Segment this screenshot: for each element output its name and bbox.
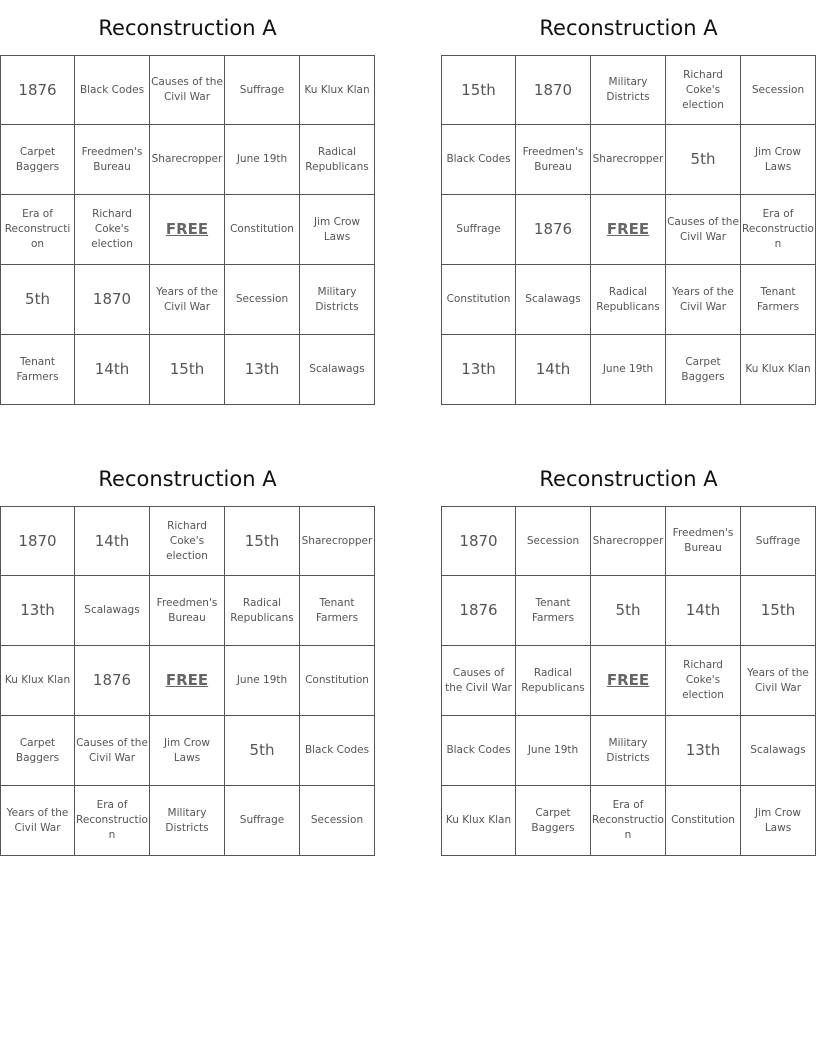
bingo-cell: 13th xyxy=(666,716,741,786)
bingo-cell: Secession xyxy=(225,265,300,335)
bingo-cell: Sharecropper xyxy=(591,125,666,195)
bingo-cell: Tenant Farmers xyxy=(300,576,375,646)
bingo-cell: June 19th xyxy=(225,125,300,195)
bingo-cell: Jim Crow Laws xyxy=(741,125,816,195)
bingo-cell: 5th xyxy=(666,125,741,195)
bingo-cell: Suffrage xyxy=(225,55,300,125)
bingo-cell: 1870 xyxy=(516,55,591,125)
free-space-cell: FREE xyxy=(150,195,225,265)
bingo-cell: Carpet Baggers xyxy=(516,786,591,856)
bingo-cell: Jim Crow Laws xyxy=(300,195,375,265)
bingo-cell: 1876 xyxy=(0,55,75,125)
bingo-grid xyxy=(441,55,816,405)
bingo-cell: Jim Crow Laws xyxy=(150,716,225,786)
bingo-cell: 13th xyxy=(225,335,300,405)
bingo-cell: Constitution xyxy=(441,265,516,335)
bingo-cell: 1870 xyxy=(75,265,150,335)
bingo-cell: 13th xyxy=(441,335,516,405)
bingo-cell: Years of the Civil War xyxy=(666,265,741,335)
bingo-cell: Freedmen's Bureau xyxy=(666,506,741,576)
bingo-cell: 14th xyxy=(75,335,150,405)
free-space-cell: FREE xyxy=(591,195,666,265)
bingo-card-1 xyxy=(0,0,375,405)
bingo-cell: Secession xyxy=(516,506,591,576)
bingo-cell: Era of Reconstruction xyxy=(75,786,150,856)
bingo-cell: 15th xyxy=(741,576,816,646)
bingo-cell: Radical Republicans xyxy=(300,125,375,195)
bingo-cell: 1876 xyxy=(516,195,591,265)
bingo-cell: Radical Republicans xyxy=(591,265,666,335)
bingo-cell: Richard Coke's election xyxy=(75,195,150,265)
bingo-grid xyxy=(441,506,816,856)
bingo-cell: Military Districts xyxy=(300,265,375,335)
bingo-cell: 5th xyxy=(225,716,300,786)
bingo-cell: Richard Coke's election xyxy=(666,55,741,125)
card-title: Reconstruction A xyxy=(539,16,718,40)
bingo-cell: Carpet Baggers xyxy=(0,716,75,786)
bingo-cell: Ku Klux Klan xyxy=(300,55,375,125)
bingo-cell: 14th xyxy=(75,506,150,576)
bingo-grid xyxy=(0,55,375,405)
bingo-cell: 5th xyxy=(0,265,75,335)
bingo-cell: 1876 xyxy=(75,646,150,716)
bingo-cell: Causes of the Civil War xyxy=(150,55,225,125)
bingo-cell: 15th xyxy=(150,335,225,405)
bingo-cell: Black Codes xyxy=(441,716,516,786)
bingo-cell: June 19th xyxy=(516,716,591,786)
bingo-cell: Constitution xyxy=(300,646,375,716)
bingo-card-2 xyxy=(441,0,816,405)
bingo-cell: Richard Coke's election xyxy=(150,506,225,576)
bingo-cell: Radical Republicans xyxy=(225,576,300,646)
free-space-cell: FREE xyxy=(591,646,666,716)
bingo-cell: Sharecropper xyxy=(300,506,375,576)
bingo-cell: Scalawags xyxy=(741,716,816,786)
bingo-cell: 15th xyxy=(441,55,516,125)
bingo-cell: Years of the Civil War xyxy=(0,786,75,856)
bingo-cell: Black Codes xyxy=(75,55,150,125)
bingo-cell: Secession xyxy=(741,55,816,125)
card-title: Reconstruction A xyxy=(98,467,277,491)
bingo-cell: Black Codes xyxy=(300,716,375,786)
bingo-cell: 14th xyxy=(666,576,741,646)
bingo-cell: 14th xyxy=(516,335,591,405)
bingo-cell: Sharecropper xyxy=(591,506,666,576)
bingo-cell: Freedmen's Bureau xyxy=(516,125,591,195)
bingo-cell: Era of Reconstruction xyxy=(591,786,666,856)
bingo-cell: Scalawags xyxy=(300,335,375,405)
bingo-cell: Era of Reconstruction xyxy=(741,195,816,265)
bingo-card-4 xyxy=(441,451,816,856)
bingo-cell: 1876 xyxy=(441,576,516,646)
bingo-cell: Causes of the Civil War xyxy=(666,195,741,265)
free-space-cell: FREE xyxy=(150,646,225,716)
bingo-cell: 13th xyxy=(0,576,75,646)
bingo-cell: Ku Klux Klan xyxy=(741,335,816,405)
bingo-cell: Suffrage xyxy=(225,786,300,856)
bingo-cell: Ku Klux Klan xyxy=(441,786,516,856)
bingo-cell: Constitution xyxy=(666,786,741,856)
bingo-cell: Suffrage xyxy=(741,506,816,576)
bingo-cell: Ku Klux Klan xyxy=(0,646,75,716)
bingo-cell: Secession xyxy=(300,786,375,856)
bingo-cell: Radical Republicans xyxy=(516,646,591,716)
bingo-cell: June 19th xyxy=(225,646,300,716)
bingo-cell: Richard Coke's election xyxy=(666,646,741,716)
card-title: Reconstruction A xyxy=(98,16,277,40)
bingo-cell: Years of the Civil War xyxy=(741,646,816,716)
bingo-cell: Causes of the Civil War xyxy=(75,716,150,786)
bingo-cell: Freedmen's Bureau xyxy=(150,576,225,646)
bingo-cell: Tenant Farmers xyxy=(0,335,75,405)
bingo-cell: Military Districts xyxy=(591,55,666,125)
bingo-cell: Sharecropper xyxy=(150,125,225,195)
bingo-cell: 1870 xyxy=(441,506,516,576)
bingo-cell: 5th xyxy=(591,576,666,646)
bingo-cell: Jim Crow Laws xyxy=(741,786,816,856)
bingo-cell: Scalawags xyxy=(516,265,591,335)
bingo-cell: Black Codes xyxy=(441,125,516,195)
bingo-cell: 15th xyxy=(225,506,300,576)
bingo-cell: Causes of the Civil War xyxy=(441,646,516,716)
bingo-cell: Freedmen's Bureau xyxy=(75,125,150,195)
bingo-cell: 1870 xyxy=(0,506,75,576)
bingo-cell: Tenant Farmers xyxy=(741,265,816,335)
bingo-cell: Tenant Farmers xyxy=(516,576,591,646)
bingo-cell: Carpet Baggers xyxy=(666,335,741,405)
bingo-cell: Suffrage xyxy=(441,195,516,265)
bingo-cell: June 19th xyxy=(591,335,666,405)
bingo-card-3 xyxy=(0,451,375,856)
bingo-grid xyxy=(0,506,375,856)
card-title: Reconstruction A xyxy=(539,467,718,491)
bingo-cell: Military Districts xyxy=(150,786,225,856)
bingo-cell: Carpet Baggers xyxy=(0,125,75,195)
bingo-cell: Era of Reconstruction xyxy=(0,195,75,265)
bingo-cell: Years of the Civil War xyxy=(150,265,225,335)
bingo-cell: Scalawags xyxy=(75,576,150,646)
bingo-cell: Military Districts xyxy=(591,716,666,786)
bingo-cell: Constitution xyxy=(225,195,300,265)
